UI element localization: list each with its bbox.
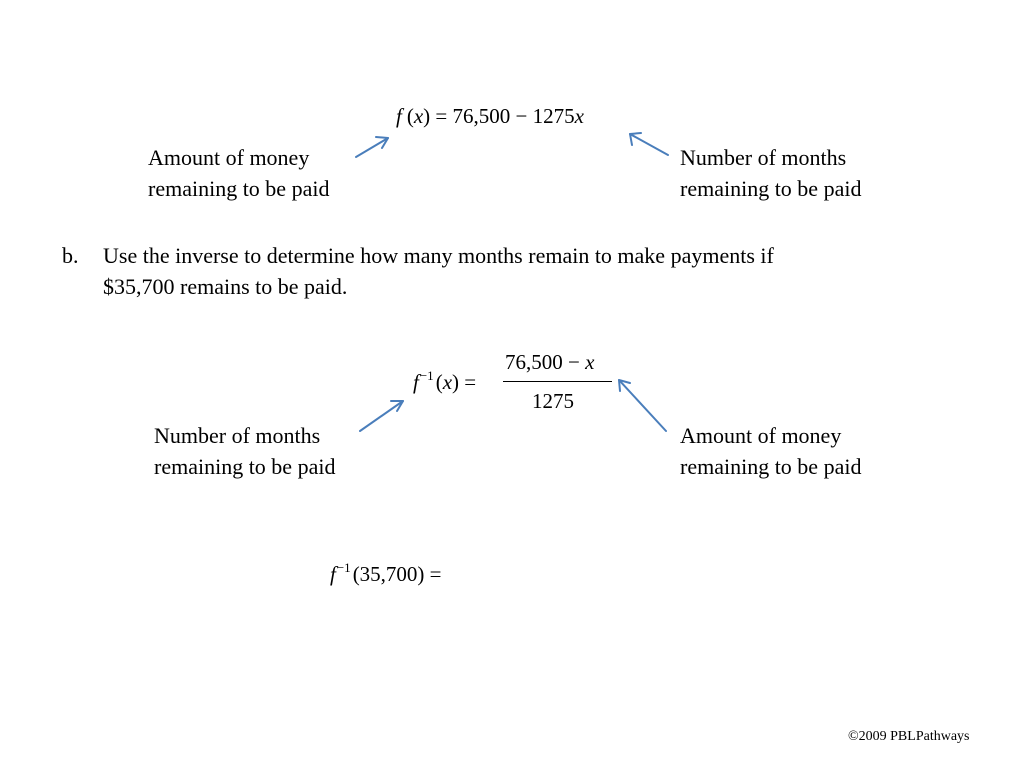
evaluation-argument: (35,700) = — [352, 562, 442, 586]
inverse-superscript: −1 — [419, 368, 434, 383]
paren: ( — [406, 104, 414, 128]
function-symbol: f — [330, 562, 336, 586]
variable-x: x — [585, 350, 595, 374]
arrow-line — [356, 138, 388, 157]
variable-x: x — [574, 104, 584, 128]
part-b-marker: b. — [62, 243, 79, 268]
variable-x: x — [413, 104, 424, 128]
arrow-head — [619, 380, 630, 391]
numerator-text: 76,500 − — [505, 350, 586, 374]
label-line: remaining to be paid — [680, 176, 862, 201]
paren-equals: ) = — [452, 370, 477, 394]
function-symbol: f — [396, 104, 402, 128]
label-amount-of-money — [680, 420, 861, 482]
paren: ) — [423, 104, 431, 128]
label-line: Amount of money — [148, 145, 310, 170]
question-line: Use the inverse to determine how many months remain to make payments if — [103, 243, 774, 268]
fraction-bar — [503, 381, 612, 382]
fraction-numerator — [505, 350, 594, 374]
fraction-denominator: 1275 — [532, 389, 574, 413]
equation-inverse-evaluation — [330, 562, 442, 589]
part-b-question — [103, 240, 774, 302]
copyright-footer: ©2009 PBLPathways — [848, 729, 970, 744]
equation-inverse-lhs — [413, 370, 476, 397]
question-line: $35,700 remains to be paid. — [103, 274, 348, 299]
paren: ( — [435, 370, 443, 394]
label-line: remaining to be paid — [148, 176, 330, 201]
inverse-superscript: −1 — [336, 560, 351, 575]
label-line: Number of months — [154, 423, 321, 448]
arrow-head — [376, 137, 388, 148]
equation-f-of-x — [396, 104, 584, 128]
arrow-line — [630, 134, 668, 155]
arrow-line — [619, 380, 666, 431]
variable-x: x — [442, 370, 453, 394]
arrow-head — [391, 401, 403, 411]
label-line: remaining to be paid — [680, 454, 862, 479]
arrow-line — [360, 401, 403, 431]
function-symbol: f — [413, 370, 419, 394]
label-amount-of-money — [148, 142, 329, 204]
arrow-head — [630, 133, 641, 145]
label-line: remaining to be paid — [154, 454, 336, 479]
equation-rhs: = 76,500 − 1275 — [430, 104, 575, 128]
label-line: Number of months — [680, 145, 847, 170]
label-number-of-months — [154, 420, 335, 482]
label-line: Amount of money — [680, 423, 842, 448]
label-number-of-months — [680, 142, 861, 204]
